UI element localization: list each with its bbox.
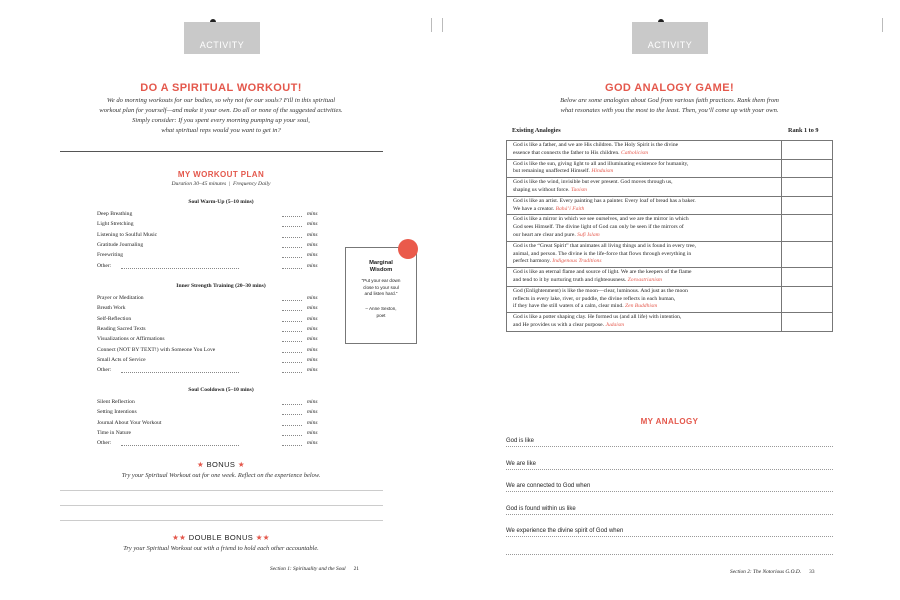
star-icon: ★★ — [172, 533, 187, 542]
rank-cell[interactable] — [782, 215, 833, 241]
workout-item-label: Connect (NOT BY TEXT!) with Someone You Love — [97, 346, 216, 353]
footer-right — [730, 569, 815, 575]
plan-title: MY WORKOUT PLAN — [177, 170, 265, 179]
intro-line: We do morning workouts for our bodies, so why not for our souls? Fill in this spiritual — [106, 97, 336, 104]
workout-item — [97, 439, 322, 448]
analogy-line: God is like an artist. Every painting has a painter. Every loaf of bread has a baker. — [513, 197, 696, 204]
footer-left — [270, 566, 359, 572]
prompt-label: God is like — [506, 438, 535, 444]
minutes-blank[interactable] — [282, 445, 302, 446]
star-icon: ★★ — [255, 533, 270, 542]
mins-label: mins — [307, 356, 318, 363]
activity-tab-right: ACTIVITY — [632, 22, 708, 54]
crop-mark — [431, 18, 432, 32]
analogy-prompt — [506, 528, 833, 538]
workout-item-label: Freewriting — [97, 252, 124, 259]
analogy-line: God is like the sun, giving light to all and illuminating existence for humanity, — [513, 160, 689, 167]
answer-line[interactable] — [506, 536, 833, 537]
double-bonus-heading — [96, 533, 346, 542]
col-rank-header: Rank 1 to 9 — [788, 127, 819, 134]
rank-cell[interactable] — [782, 196, 833, 215]
workout-item-label: Reading Sacred Texts — [97, 325, 146, 332]
bonus-line — [60, 505, 383, 506]
mins-label: mins — [307, 325, 318, 332]
mins-label: mins — [307, 440, 318, 447]
intro-line: Below are some analogies about God from various faith practices. Rank them from — [560, 97, 779, 104]
mins-label: mins — [307, 295, 318, 301]
marginal-title: Marginal — [369, 260, 393, 266]
prompt-label: We are connected to God when — [506, 483, 591, 489]
analogy-row — [507, 241, 833, 267]
col-existing-header: Existing Analogies — [512, 127, 561, 134]
answer-line[interactable] — [506, 446, 833, 447]
analogy-row — [507, 268, 833, 287]
analogy-line: but remaining unaffected Himself. — [513, 168, 590, 175]
double-bonus-title: DOUBLE BONUS — [188, 533, 254, 542]
analogy-text — [507, 313, 782, 332]
minutes-blank[interactable] — [282, 237, 302, 238]
workout-item-label: Setting Intentions — [97, 409, 137, 416]
analogy-line: God is the “Great Spirit” that animates all living things and is found in every tree, — [513, 242, 696, 249]
analogy-line: essence that connects the father to His children. — [513, 149, 620, 156]
answer-line[interactable] — [506, 491, 833, 492]
footer-section: Section 2: The Notorious G.O.D. — [730, 569, 802, 575]
minutes-blank[interactable] — [282, 352, 302, 353]
marginal-quote: and listen hard.” — [364, 291, 398, 296]
star-icon: ★ — [237, 460, 245, 469]
duration: Duration 30–45 minutes — [171, 181, 227, 187]
analogy-prompt — [506, 438, 833, 448]
workout-item — [97, 419, 322, 428]
rank-cell[interactable] — [782, 141, 833, 160]
workout-item — [97, 210, 322, 219]
bonus-heading — [96, 460, 346, 469]
workout-item — [97, 304, 322, 313]
marginal-quote: “Put your ear down — [361, 278, 401, 283]
other-write-in-line[interactable] — [121, 372, 239, 373]
minutes-blank[interactable] — [282, 331, 302, 332]
bonus-line — [60, 520, 383, 521]
analogy-prompt — [506, 506, 833, 516]
minutes-blank[interactable] — [282, 310, 302, 311]
workout-item — [97, 315, 322, 324]
faith-label: Catholicism — [620, 149, 649, 156]
analogy-row — [507, 196, 833, 215]
answer-line[interactable] — [506, 554, 833, 555]
mins-label: mins — [307, 315, 318, 322]
minutes-blank[interactable] — [282, 216, 302, 217]
minutes-blank[interactable] — [282, 404, 302, 405]
mins-label: mins — [307, 221, 318, 228]
plan-duration-frequency: Duration 30–45 minutes | Frequency Daily — [171, 181, 271, 187]
analogy-line: reflects in every lake, river, or puddle, the divine reflects in each human, — [513, 295, 676, 302]
analogy-line: animal, and person. The divine is the life-force that flows through everything in — [513, 250, 692, 257]
mins-label: mins — [307, 211, 318, 217]
workout-item-label: Listening to Soulful Music — [97, 231, 158, 238]
workout-item-label: Other: — [97, 440, 112, 447]
analogy-row — [507, 313, 833, 332]
minutes-blank[interactable] — [282, 362, 302, 363]
prompt-label: We are like — [506, 461, 536, 467]
rank-cell[interactable] — [782, 241, 833, 267]
intro-line: what resonates with you the most to the least. Then, you’ll come up with your own. — [560, 107, 779, 114]
quote-circle-icon — [398, 239, 418, 259]
mins-label: mins — [307, 241, 318, 248]
analogy-text — [507, 268, 782, 287]
analogy-line: if they have the still waters of a calm, clear mind. — [513, 303, 624, 310]
rank-cell[interactable] — [782, 268, 833, 287]
minutes-blank[interactable] — [282, 341, 302, 342]
crop-mark — [442, 18, 443, 32]
faith-label: Hinduism — [591, 168, 614, 175]
analogy-text — [507, 159, 782, 178]
workout-item — [97, 325, 322, 334]
activity-tab-left: ACTIVITY — [184, 22, 260, 54]
star-icon: ★ — [197, 460, 205, 469]
workout-item-label: Other: — [97, 367, 112, 374]
analogy-row — [507, 159, 833, 178]
faith-label: Judaism — [605, 321, 625, 328]
analogy-line: and He provides us with a clear purpose. — [513, 321, 605, 328]
workout-item — [97, 335, 322, 344]
answer-line[interactable] — [506, 514, 833, 515]
minutes-blank[interactable] — [282, 300, 302, 301]
intro-line: what spiritual reps would you want to get in? — [161, 127, 281, 134]
analogy-line: God is like a mirror in which we see ourselves, and we are the mirror in which — [513, 216, 689, 223]
analogy-text — [507, 196, 782, 215]
frequency: Frequency Daily — [232, 181, 271, 187]
mins-label: mins — [307, 346, 318, 353]
minutes-blank[interactable] — [282, 226, 302, 227]
analogy-row — [507, 215, 833, 241]
workout-item — [97, 408, 322, 417]
rank-cell[interactable] — [782, 313, 833, 332]
analogy-line: God is like an eternal flame and source of light. We are the keepers of the flame — [513, 269, 692, 276]
marginal-title: Wisdom — [369, 267, 393, 273]
analogy-line: We have a creator. — [513, 205, 555, 212]
mins-label: mins — [307, 231, 318, 238]
minutes-blank[interactable] — [282, 321, 302, 322]
analogy-prompt — [506, 483, 833, 493]
mins-label: mins — [307, 399, 318, 405]
workout-item — [97, 356, 322, 365]
analogy-intro — [506, 96, 833, 116]
faith-label: Zen Buddhism — [625, 303, 658, 310]
minutes-blank[interactable] — [282, 247, 302, 248]
minutes-blank[interactable] — [282, 414, 302, 415]
workout-intro — [60, 96, 382, 136]
workout-item — [97, 220, 322, 229]
workout-item-label: Prayer or Meditation — [97, 295, 144, 301]
workout-item-label: Breath Work — [97, 305, 126, 312]
mins-label: mins — [307, 305, 318, 312]
my-analogy-title: MY ANALOGY — [640, 417, 699, 426]
answer-line[interactable] — [506, 469, 833, 470]
minutes-blank[interactable] — [282, 435, 302, 436]
mins-label: mins — [307, 262, 318, 269]
workout-item — [97, 346, 322, 355]
analogy-text — [507, 178, 782, 197]
mins-label: mins — [307, 252, 318, 259]
analogies-table — [506, 140, 833, 332]
marginal-attribution: poet — [376, 312, 386, 318]
analogy-line: our heart are clear and pure. — [513, 231, 576, 238]
workout-item-label: Visualizations or Affirmations — [97, 336, 165, 343]
workout-item — [97, 366, 322, 375]
page-number: 21 — [353, 566, 359, 572]
prompt-label: We experience the divine spirit of God when — [506, 528, 624, 534]
analogy-text — [507, 286, 782, 312]
minutes-blank[interactable] — [282, 257, 302, 258]
intro-line: Simply consider: If you spent every morning pumping up your soul, — [132, 117, 310, 124]
marginal-quote: close to your soul — [363, 284, 399, 290]
analogy-line: shaping us without force. — [513, 186, 570, 193]
analogy-row — [507, 178, 833, 197]
analogy-line: and tend to it by nurturing truth and righteousness. — [513, 276, 627, 283]
workout-item-label: Self-Reflection — [97, 315, 132, 322]
rank-cell[interactable] — [782, 286, 833, 312]
analogy-text — [507, 241, 782, 267]
analogy-row — [507, 286, 833, 312]
minutes-blank[interactable] — [282, 425, 302, 426]
faith-label: Bahá’í Faith — [555, 205, 585, 212]
bonus-text: Try your Spiritual Workout out for one week. Reflect on the experience below. — [121, 472, 321, 479]
faith-label: Taoism — [570, 186, 587, 193]
double-bonus-text: Try your Spiritual Workout out with a friend to hold each other accountable. — [123, 545, 319, 552]
minutes-blank[interactable] — [282, 268, 302, 269]
mins-label: mins — [307, 409, 318, 416]
crop-mark — [882, 18, 883, 32]
analogy-row — [507, 141, 833, 160]
bonus-title: BONUS — [206, 460, 236, 469]
minutes-blank[interactable] — [282, 372, 302, 373]
intro-line: workout plan for yourself—and make it your own. Do all or none of the suggested activities. — [99, 107, 343, 114]
marginal-wisdom-box — [345, 247, 417, 344]
workout-item-label: Other: — [97, 262, 112, 269]
analogy-line: perfect harmony. — [513, 258, 551, 265]
workout-item — [97, 241, 322, 250]
analogy-line: God is like a father, and we are His children. The Holy Spirit is the divine — [513, 142, 679, 148]
workout-item — [97, 251, 322, 260]
workout-item-label: Gratitude Journaling — [97, 241, 144, 248]
workout-item-label: Time in Nature — [97, 429, 131, 436]
workout-item — [97, 231, 322, 240]
workout-item — [97, 262, 322, 271]
mins-label: mins — [307, 336, 318, 343]
workout-item-label: Light Stretching — [97, 221, 134, 228]
footer-section: Section 1: Spirituality and the Soul — [270, 566, 346, 572]
faith-label: Indigenous Traditions — [552, 258, 602, 265]
workout-section-title: Inner Strength Training (20–30 mins) — [176, 283, 266, 289]
other-write-in-line[interactable] — [121, 268, 239, 269]
marginal-attribution: – Anne Sexton, — [365, 306, 397, 311]
workout-item — [97, 429, 322, 438]
workout-item — [97, 294, 322, 303]
mins-label: mins — [307, 429, 318, 436]
analogy-line: God (Enlightenment) is like the moon—clear, luminous. And just as the moon — [513, 287, 688, 294]
rank-cell[interactable] — [782, 159, 833, 178]
workout-item-label: Silent Reflection — [97, 399, 135, 405]
analogy-line: God is like the wind, invisible but ever present. God moves through us, — [513, 179, 673, 186]
mins-label: mins — [307, 367, 318, 374]
prompt-label: God is found within us like — [506, 506, 576, 512]
analogy-prompt — [506, 461, 833, 471]
page-number: 33 — [809, 569, 815, 575]
workout-item-label: Deep Breathing — [97, 211, 133, 217]
other-write-in-line[interactable] — [121, 445, 239, 446]
analogy-game-title: GOD ANALOGY GAME! — [604, 82, 735, 94]
mins-label: mins — [307, 419, 318, 426]
workout-title: DO A SPIRITUAL WORKOUT! — [140, 82, 302, 94]
workout-item-label: Small Acts of Service — [97, 356, 146, 363]
workout-section-title: Soul Cooldown (5–10 mins) — [188, 387, 254, 393]
workout-section-title: Soul Warm-Up (5–10 mins) — [188, 199, 254, 205]
workout-item-label: Journal About Your Workout — [97, 419, 162, 426]
workout-item — [97, 398, 322, 407]
analogy-line: God sees Himself. The divine light of God can only be seen if the mirrors of — [513, 224, 684, 231]
analogy-line: God is like a potter shaping clay. He formed us (and all life) with intention, — [513, 314, 682, 321]
analogy-text — [507, 215, 782, 241]
rank-cell[interactable] — [782, 178, 833, 197]
bonus-line — [60, 490, 383, 491]
analogy-text — [507, 141, 782, 160]
faith-label: Zoroastrianism — [627, 276, 662, 283]
section-divider — [60, 151, 383, 152]
faith-label: Sufi Islam — [577, 231, 600, 238]
